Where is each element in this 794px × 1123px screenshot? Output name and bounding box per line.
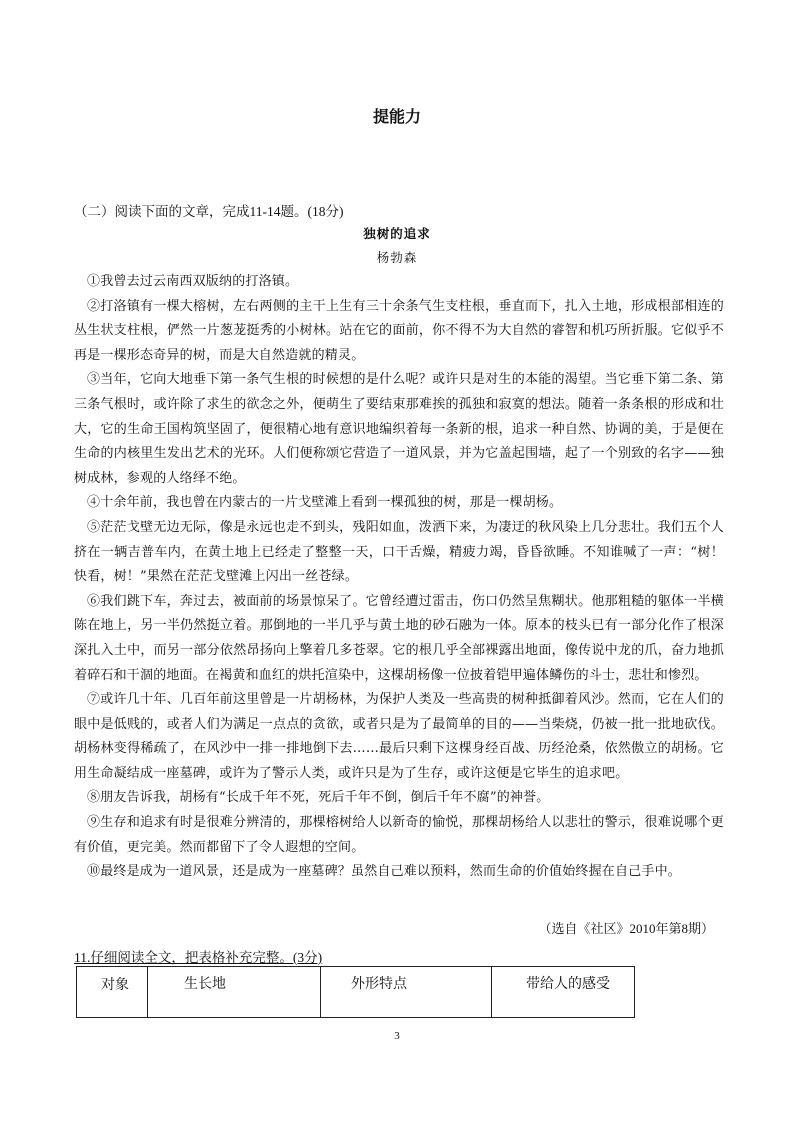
table-cell-feeling[interactable]	[492, 967, 635, 1018]
paragraph-3: ③当年，它向大地垂下第一条气生根的时候想的是什么呢？或许只是对生的本能的渴望。当它垂下第二条、第三条气根时，或许除了求生的欲念之外，便萌生了要结束那难挨的孤独和寂寞的想法。随着一条条根的形成和壮大，它的生命王国构筑坚固了，便很精心地有意识地编织着每一条新的根，追求一种自然、协调的美，于是便在生命的内核里生发出艺术的光环。人们便称颂它营造了一道风景，并为它盖起围墙，起了一个别致的名字——独树成林，参观的人络绎不绝。	[74, 372, 724, 486]
table-header-feeling: 带给人的感受	[526, 976, 610, 992]
paragraph-2: ②打洛镇有一棵大榕树，左右两侧的主干上生有三十余条气生支柱根，垂直而下，扎入土地，形成根部相连的丛生状支柱根，俨然一片葱茏挺秀的小树林。站在它的面前，你不得不为大自然的睿智和机巧所折服。它似乎不再是一棵形态奇异的树，而是大自然造就的精灵。	[74, 298, 724, 363]
table-row	[77, 967, 635, 1018]
section-heading: （二）阅读下面的文章，完成11-14题。(18分)	[74, 204, 344, 219]
paragraph-9: ⑨生存和追求有时是很难分辨清的，那棵榕树给人以新奇的愉悦，那棵胡杨给人以悲壮的警示，很难说哪个更有价值，更完美。然而都留下了令人遐想的空间。	[74, 815, 724, 855]
article-author: 杨勃森	[376, 250, 418, 265]
paragraph-10: ⑩最终是成为一道风景，还是成为一座墓碑？虽然自己难以预料，然而生命的价值始终握在自己手中。	[87, 864, 682, 880]
article-source: （选自《社区》2010年第8期）	[538, 921, 714, 936]
paragraph-6: ⑥我们跳下车，奔过去，被面前的场景惊呆了。它曾经遭过雷击，伤口仍然呈焦糊状。他那粗糙的躯体一半横陈在地上，另一半仍然挺立着。那倒地的一半几乎与黄土地的砂石融为一体。原本的枝头已有一部分化作了根深深扎入土中，而另一部分依然昂扬向上擎着几多苍翠。它的根几乎全部裸露出地面，像传说中龙的爪，奋力地抓着碎石和干涸的地面。在褐黄和血红的烘托渲染中，这棵胡杨像一位披着铠甲遍体鳞伤的斗士，悲壮和惨烈。	[74, 593, 724, 683]
table-cell-location[interactable]	[148, 967, 321, 1018]
page-title: 提能力	[372, 107, 421, 126]
table-header-appearance: 外形特点	[351, 976, 407, 992]
answer-table	[76, 966, 635, 1018]
paragraph-8: ⑧朋友告诉我，胡杨有“长成千年不死，死后千年不倒，倒后千年不腐”的神誉。	[87, 790, 550, 806]
question-11-prompt: 11.仔细阅读全文，把表格补充完整。(3分)	[74, 950, 323, 965]
page-number: 3	[394, 1030, 400, 1042]
table-cell-object[interactable]	[77, 967, 148, 1018]
paragraph-7: ⑦或许几十年、几百年前这里曾是一片胡杨林，为保护人类及一些高贵的树种抵御着风沙。然而，它在人们的眼中是低贱的，或者人们为满足一点点的贪欲，或者只是为了最简单的目的——当柴烧，仍被一批一批地砍伐。胡杨林变得稀疏了，在风沙中一排一排地倒下去……最后只剩下这棵身经百战、历经沧桑，依然傲立的胡杨。它用生命凝结成一座墓碑，或许为了警示人类，或许只是为了生存，或许这便是它毕生的追求吧。	[74, 692, 724, 781]
article-title: 独树的追求	[363, 226, 431, 241]
table-header-object: 对象	[101, 977, 129, 993]
paragraph-1: ①我曾去过云南西双版纳的打洛镇。	[87, 274, 299, 289]
table-cell-appearance[interactable]	[321, 967, 492, 1018]
paragraph-5: ⑤茫茫戈壁无边无际，像是永远也走不到头，残阳如血，泼洒下来，为凄迂的秋风染上几分悲壮。我们五个人挤在一辆吉普车内，在黄土地上已经走了整整一天，口干舌燥，精疲力竭，昏昏欲睡。不知谁喊了一声：“树！快看，树！”果然在茫茫戈壁滩上闪出一丝苍绿。	[74, 519, 724, 585]
article-body	[74, 270, 724, 885]
table-header-location: 生长地	[184, 976, 226, 992]
paragraph-4: ④十余年前，我也曾在内蒙古的一片戈壁滩上看到一棵孤独的树，那是一棵胡杨。	[87, 495, 563, 511]
